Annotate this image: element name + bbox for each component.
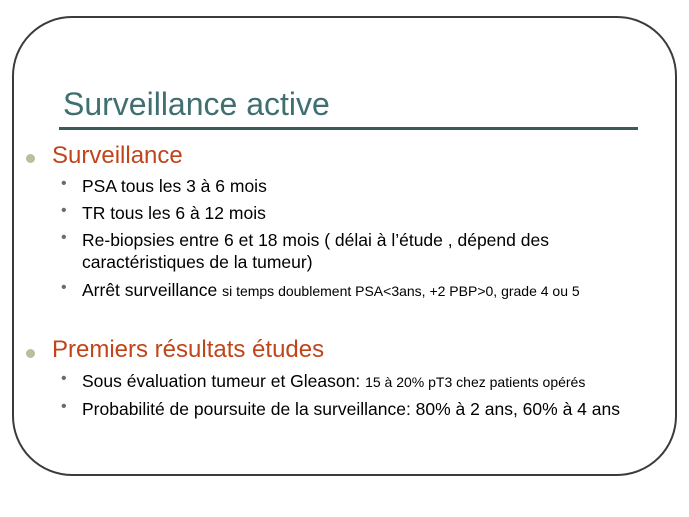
section-bullet-icon [26, 154, 35, 163]
list-item-text: Arrêt surveillance [82, 280, 223, 300]
section-heading: Surveillance [52, 142, 183, 169]
bullet-icon: • [61, 229, 67, 246]
title-underline [59, 127, 638, 130]
bullet-icon: • [61, 202, 67, 219]
list-item [82, 370, 585, 393]
list-item: PSA tous les 3 à 6 mois [82, 176, 267, 196]
list-item [82, 279, 580, 302]
list-item-detail: si temps doublement PSA<3ans, +2 PBP>0, grade 4 ou 5 [222, 283, 580, 299]
list-item-text: Sous évaluation tumeur et Gleason: [82, 371, 366, 391]
bullet-icon: • [61, 175, 67, 192]
bullet-icon: • [61, 279, 67, 296]
bullet-icon: • [61, 398, 67, 415]
bullet-icon: • [61, 370, 67, 387]
list-item-line-1: Re-biopsies entre 6 et 18 mois ( délai à l’étude , dépend des [82, 230, 549, 250]
list-item: TR tous les 6 à 12 mois [82, 203, 266, 223]
slide-title: Surveillance active [63, 86, 330, 122]
list-item-line-2: caractéristiques de la tumeur) [82, 252, 313, 272]
section-bullet-icon [26, 349, 35, 358]
list-item: Probabilité de poursuite de la surveillance: 80% à 2 ans, 60% à 4 ans [82, 399, 620, 419]
section-heading: Premiers résultats études [52, 336, 325, 363]
list-item-detail: 15 à 20% pT3 chez patients opérés [365, 374, 586, 390]
